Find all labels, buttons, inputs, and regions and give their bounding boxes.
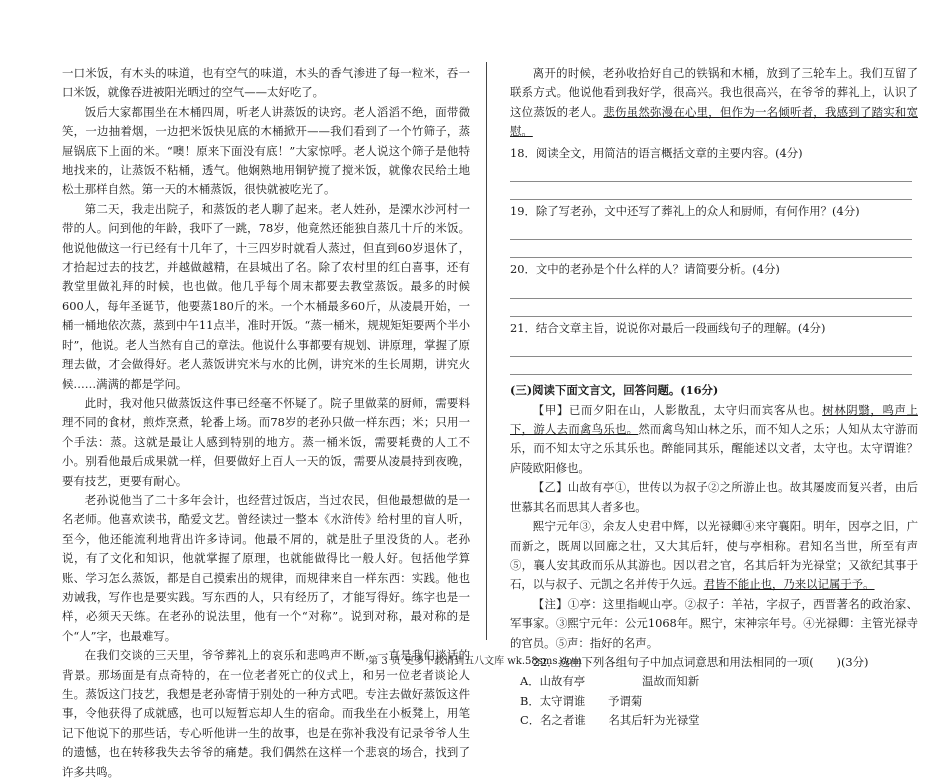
underlined-sentence: 悲伤虽然弥漫在心里，但作为一名倾听者，我感到了踏实和宽慰。 <box>510 104 918 139</box>
section-title: (三)阅读下面文言文，回答问题。(16分) <box>510 383 719 398</box>
answer-line[interactable] <box>510 164 912 182</box>
yi-text: 熙宁元年③，余友人史君中辉，以光禄卿④来守襄阳。明年，因亭之旧，广而新之，既周以回廊之壮，又大其后轩，使与亭相称。君知名当世，所至有声⑤，襄人安其政而乐从其游也。因以君之官，名其后轩为光禄堂；又欲纪其事于石，以与叔子、元凯之名并传于久远。 <box>510 519 918 592</box>
page-footer: 第 3 页 更多下载请到五八文库 wk.58sms.com <box>368 656 582 667</box>
answer-line[interactable] <box>510 281 912 299</box>
yi-underlined: 君皆不能止也，乃来以记属于予。 <box>703 577 875 592</box>
answer-line[interactable] <box>510 182 912 200</box>
left-column <box>62 64 470 782</box>
passage-paragraph: 第二天，我走出院子，和蒸饭的老人聊了起来。老人姓孙，是溧水沙河村一带的人。问到他的年龄，我吓了一跳，78岁，他竟然还能独自蒸几十斤的米饭。他说他做这一行已经有十几年了，十三四岁时就看人蒸过，但直到60岁退休了，才拾起过去的技艺，并越做越精，在县城出了名。除了农村里的红白喜事，还有教堂里做礼拜的时候，也也做。他几乎每个周末都要去教堂蒸饭。最多的时候600人，每年圣诞节，他要蒸180斤的米。一个木桶最多60斤，从凌晨开始，一桶一桶地依次蒸，蒸到中午11点半，准时开饭。“蒸一桶米，规规矩矩要两个半小时”，他说。老人当然有自己的章法。他说什么事都要有规划、讲原理，掌握了原理去做，才会做得好。老人蒸饭讲究米与水的比例，讲究米的生长周期，讲究火候……满满的都是学问。 <box>62 201 470 391</box>
passage-paragraph: 此时，我对他只做蒸饭这件事已经毫不怀疑了。院子里做菜的厨师，需要料理不同的食材，煎炸烹煮，轮番上场。而78岁的老孙只做一样东西；米；只用一个手法：蒸。这就是最让人感到特别的地方。蒸一桶米饭，需要耗费的人工不小。别看他最后成果就一样，但要做好上百人一天的饭，需要从凌晨持到夜晚，要有技艺，更要有耐心。 <box>62 395 470 488</box>
classical-text-yi: 【乙】山故有亭①，世传以为叔子②之所游止也。故其屡废而复兴者，由后世慕其名而思其人者多也。 <box>510 480 918 514</box>
classical-text-jia <box>510 401 918 479</box>
answer-line[interactable] <box>510 222 912 240</box>
question-19: 19．除了写老孙，文中还写了葬礼上的众人和厨师，有何作用？(4分) <box>510 204 860 219</box>
passage-paragraph: 在我们交谈的三天里，爷爷葬礼上的哀乐和悲鸣声不断，一直是我们谈话的背景。那场面是有点奇特的，在一位老者死亡的仪式上，和另一位老者谈论人生。蒸饭这门技艺，我想是老孙寄情于别处的一种方式吧。专注去做好蒸饭这件事，令他获得了成就感，也可以短暂忘却人生的宿命。而我坐在小板凳上，用笔记下他说下的那些话，专心听他讲一生的故事，也是在弥补我没有记录爷爷人生的遗憾，也在转移我失去爷爷的痛楚。我们偶然在这样一个悲哀的场合，找到了许多共鸣。 <box>62 648 470 779</box>
answer-line[interactable] <box>510 240 912 258</box>
annotation-note: 【注】①亭：这里指岘山亭。②叔子：羊祜，字叔子，西晋著名的政治家、军事家。③熙宁元年：公元1068年。熙宁，宋神宗年号。④光禄卿：主管光禄寺的官员。⑤声：指好的名声。 <box>510 596 918 650</box>
answer-line[interactable] <box>510 299 912 317</box>
jia-text: 【甲】已而夕阳在山，人影散乱，太守归而宾客从也。 <box>532 402 823 417</box>
option-b[interactable]: B．太守谓谁 予谓菊 <box>520 693 643 708</box>
jia-underlined: 树林阴翳，鸣声上下，游人去而禽鸟乐也。 <box>510 402 918 437</box>
classical-text-yi-cont <box>510 517 918 595</box>
ending-text: 离开的时候，老孙收拾好自己的铁锅和木桶，放到了三轮车上。我们互留了联系方式。他说他看到我好学，很高兴。我也很高兴，在爷爷的葬礼上，认识了这位蒸饭的老人。 <box>510 66 918 119</box>
jia-text-rest: 然而禽鸟知山林之乐，而不知人之乐；人知从太守游而乐，而不知太守之乐其乐也。醉能同其乐，醒能述以文者，太守也。太守谓谁？庐陵欧阳修也。 <box>510 422 918 475</box>
passage-paragraph: 老孙说他当了二十多年会计，也经营过饭店，当过农民，但他最想做的是一名老师。他喜欢读书，酷爱文艺。曾经读过一整本《水浒传》给村里的盲人听，至今，他还能流利地背出许多诗词。他最不屑的，就是肚子里没货的人。老孙说，有了文化和知识，他就掌握了原理，也就能做得比一般人好。包括他学算账、学习怎么蒸饭，都是自己摸索出的规律，而规律来自一样东西：实践。他也劝诫我，写作也是要实践。写东西的人，只有经历了，才能写得好。练字也是一样，必须天天练。在老孙的说法里，他有一个“对称”。说到对称，最对称的是个“人”字，也最难写。 <box>62 492 470 643</box>
option-c[interactable]: C．名之者谁 名其后轩为光禄堂 <box>520 713 700 728</box>
question-22: 22．选出下列各组句子中加点词意思和用法相同的一项( )(3分) <box>532 654 869 669</box>
passage-paragraph: 一口米饭，有木头的味道，也有空气的味道，木头的香气渗进了每一粒米，吞一口米饭，就像吞进被阳光晒过的空气——太好吃了。 <box>62 66 470 100</box>
passage-paragraph: 饭后大家都围坐在木桶四周，听老人讲蒸饭的诀窍。老人滔滔不绝，面带微笑，一边抽着烟，一边把米饭快见底的木桶掀开——我们看到了一个竹筛子，蒸屉锅底下上面的米。“噢！原来下面没有底！”大家惊呼。老人说这个筛子是他特地找来的，让蒸饭不粘桶，透气。他娴熟地用铜铲搅了搅米饭，就像农民给土地松土那样自然。第一天的木桶蒸饭，很快就被吃光了。 <box>62 104 470 197</box>
right-column <box>510 64 918 731</box>
question-20: 20．文中的老孙是个什么样的人？请简要分析。(4分) <box>510 262 780 277</box>
answer-line[interactable] <box>510 339 912 357</box>
passage-ending <box>510 64 918 142</box>
question-18: 18．阅读全文，用简洁的语言概括文章的主要内容。(4分) <box>510 145 803 160</box>
column-divider <box>486 62 487 640</box>
question-21: 21．结合文章主旨，说说你对最后一段画线句子的理解。(4分) <box>510 320 826 335</box>
answer-line[interactable] <box>510 357 912 375</box>
option-a[interactable]: A．山故有亭 温故而知新 <box>520 674 700 689</box>
